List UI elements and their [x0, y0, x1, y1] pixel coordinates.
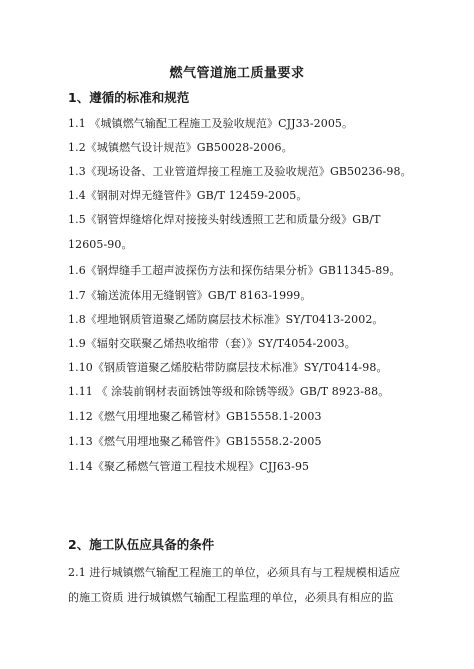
standard-item-continuation: 12605-90。 [68, 238, 133, 251]
paragraph-line: 的施工资质 进行城镇燃气输配工程监理的单位，必须具有相应的监 [68, 591, 394, 604]
section-heading-standards: 1、遵循的标准和规范 [68, 90, 190, 105]
document-title: 燃气管道施工质量要求 [169, 66, 305, 81]
paragraph-line: 2.1 进行城镇燃气输配工程施工的单位，必须具有与工程规模相适应 [68, 566, 401, 579]
standard-item: 1.1 《城镇燃气输配工程施工及验收规范》CJJ33-2005。 [68, 117, 354, 130]
standard-item: 1.7《输送流体用无缝钢管》GB/T 8163-1999。 [68, 289, 312, 302]
standard-item: 1.11 《 涂装前钢材表面锈蚀等级和除锈等级》GB/T 8923-88。 [68, 385, 390, 398]
standard-item: 1.14《聚乙稀燃气管道工程技术规程》CJJ63-95 [68, 460, 310, 473]
standard-item: 1.5《钢管焊缝熔化焊对接接头射线透照工艺和质量分级》GB/T [68, 213, 381, 226]
section-heading-team-conditions: 2、施工队伍应具备的条件 [68, 537, 215, 552]
standard-item: 1.3《现场设备、工业管道焊接工程施工及验收规范》GB50236-98。 [68, 165, 412, 178]
standard-item: 1.8《埋地钢质管道聚乙烯防腐层技术标准》SY/T0413-2002。 [68, 313, 384, 326]
standard-item: 1.6《钢焊缝手工超声波探伤方法和探伤结果分析》GB11345-89。 [68, 264, 401, 277]
standard-item: 1.2《城镇燃气设计规范》GB50028-2006。 [68, 141, 293, 154]
standard-item: 1.10《钢质管道聚乙烯胶粘带防腐层技术标准》SY/T0414-98。 [68, 361, 388, 374]
standard-item: 1.4《钢制对焊无缝管件》GB/T 12459-2005。 [68, 189, 308, 202]
standard-item: 1.12《燃气用埋地聚乙稀管材》GB15558.1-2003 [68, 410, 322, 423]
standard-item: 1.13《燃气用埋地聚乙稀管件》GB15558.2-2005 [68, 435, 322, 448]
standard-item: 1.9《辐射交联聚乙烯热收缩带（套）》SY/T4054-2003。 [68, 337, 356, 350]
